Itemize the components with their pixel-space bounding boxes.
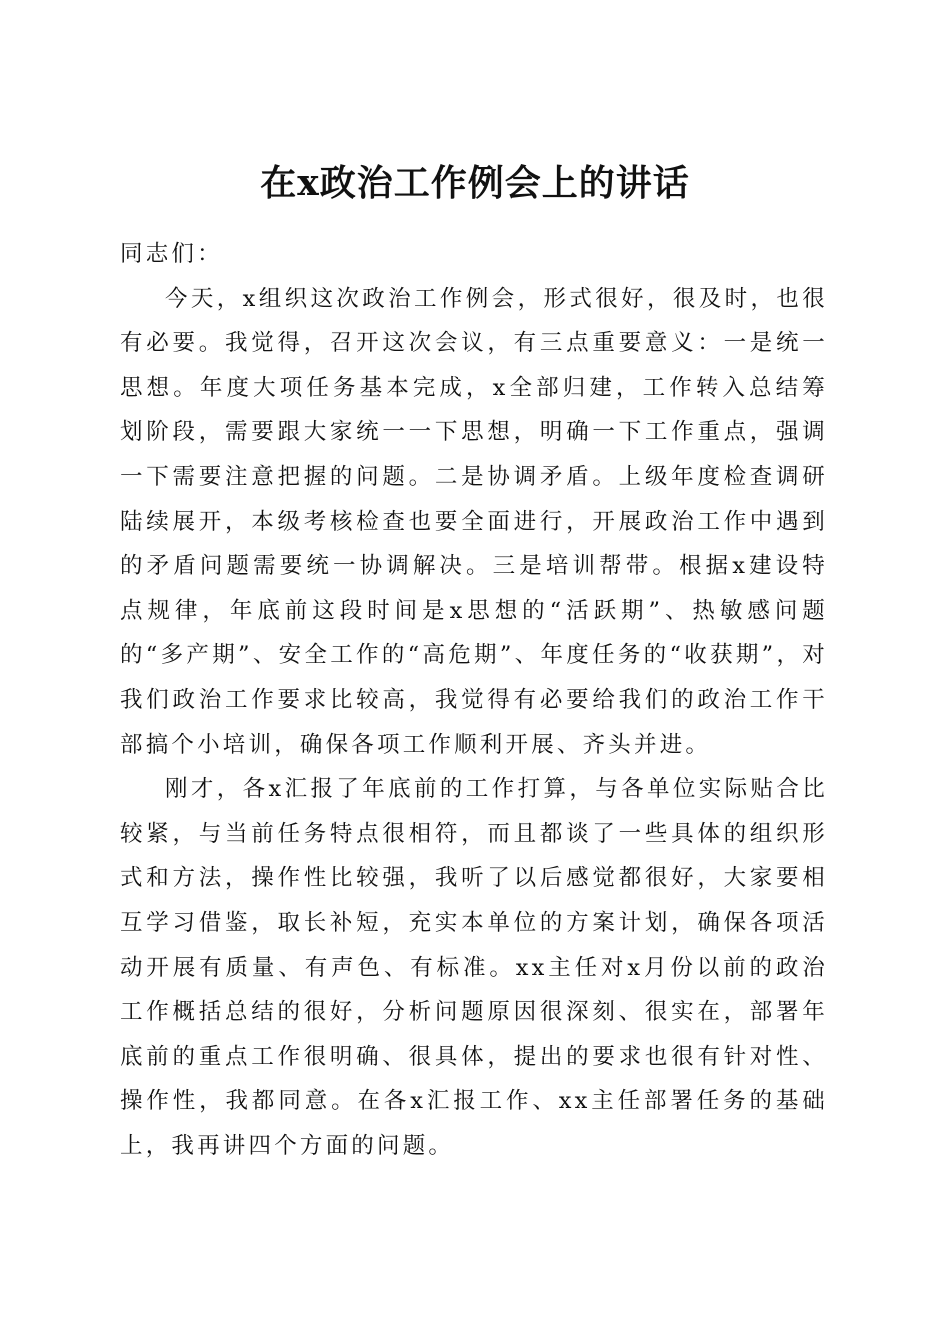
salutation: 同志们：	[120, 241, 223, 267]
paragraph-1: 今天，x组织这次政治工作例会，形式很好，很及时，也很有必要。我觉得，召开这次会议，有三点重要意义：一是统一思想。年度大项任务基本完成，x全部归建，工作转入总结筹划阶段，需要跟大家统一一下思想，明确一下工作重点，强调一下需要注意把握的问题。二是协调矛盾。上级年度检查调研陆续展开，本级考核检查也要全面进行，开展政治工作中遇到的矛盾问题需要统一协调解决。三是培训帮带。根据x建设特点规律，年底前这段时间是x思想的“活跃期”、热敏感问题的“多产期”、安全工作的“高危期”、年度任务的“收获期”，对我们政治工作要求比较高，我觉得有必要给我们的政治工作干部搞个小培训，确保各项工作顺利开展、齐头并进。	[120, 285, 828, 758]
paragraph-2: 刚才，各x汇报了年底前的工作打算，与各单位实际贴合比较紧，与当前任务特点很相符，而且都谈了一些具体的组织形式和方法，操作性比较强，我听了以后感觉都很好，大家要相互学习借鉴，取长补短，充实本单位的方案计划，确保各项活动开展有质量、有声色、有标准。xx主任对x月份以前的政治工作概括总结的很好，分析问题原因很深刻、很实在，部署年底前的重点工作很明确、很具体，提出的要求也很有针对性、操作性，我都同意。在各x汇报工作、xx主任部署任务的基础上，我再讲四个方面的问题。	[120, 776, 828, 1159]
document-body	[120, 232, 828, 1168]
document-title: 在x政治工作例会上的讲话	[260, 162, 690, 205]
